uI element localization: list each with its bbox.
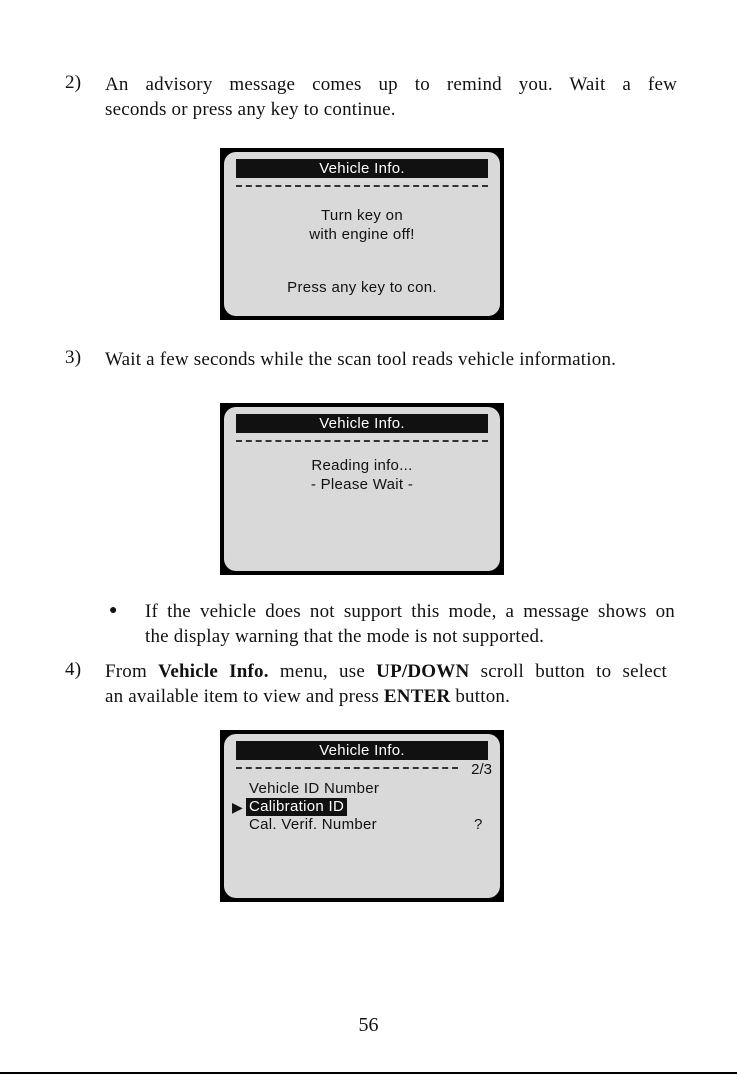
text-run: button. (450, 686, 511, 707)
unsupported-indicator: ? (474, 816, 483, 833)
step-text-line: Wait a few seconds while the scan tool reads vehicle information. (105, 349, 617, 370)
step-number: 4) (65, 659, 82, 680)
lcd-display (224, 734, 500, 898)
menu-item-cal-verif-number[interactable]: Cal. Verif. Number (249, 816, 377, 833)
text-run: scroll button to select (469, 661, 667, 682)
scan-tool-screen (220, 730, 504, 902)
status-line: - Please Wait - (310, 476, 414, 493)
lcd-display (224, 407, 500, 571)
button-name: UP/DOWN (376, 661, 470, 682)
step-text-line (105, 659, 667, 684)
message-line: with engine off! (309, 226, 415, 243)
page-indicator: 2/3 (471, 761, 492, 778)
message-line: Turn key on (321, 207, 403, 224)
text-run: an available item to view and press (105, 686, 384, 707)
bullet-icon: ● (109, 603, 118, 618)
menu-item-vehicle-id-number[interactable]: Vehicle ID Number (249, 780, 380, 797)
step-text-line: seconds or press any key to continue. (105, 99, 396, 120)
menu-name: Vehicle Info. (158, 661, 269, 682)
step-number: 3) (65, 347, 82, 368)
status-line: Reading info... (311, 457, 413, 474)
screen-title: Vehicle Info. (236, 414, 488, 433)
menu-item-calibration-id[interactable]: Calibration ID (246, 798, 347, 816)
dashed-divider (236, 767, 458, 769)
button-name: ENTER (383, 686, 451, 707)
step-text-line (105, 684, 677, 709)
bullet-text-line: If the vehicle does not support this mode, a message shows on (145, 601, 675, 622)
screen-title: Vehicle Info. (236, 741, 488, 760)
lcd-display (224, 152, 500, 316)
dashed-divider (236, 440, 488, 442)
text-run: From (105, 661, 159, 682)
text-run: menu, use (268, 661, 377, 682)
step-number: 2) (65, 72, 82, 93)
page-number: 56 (358, 1014, 379, 1036)
bullet-text-line: the display warning that the mode is not supported. (145, 626, 545, 647)
prompt-text: Press any key to con. (287, 279, 437, 296)
scan-tool-screen (220, 403, 504, 575)
screen-title: Vehicle Info. (236, 159, 488, 178)
dashed-divider (236, 185, 488, 187)
step-text-line: An advisory message comes up to remind you. Wait a few (105, 74, 677, 95)
scan-tool-screen (220, 148, 504, 320)
bottom-rule (0, 1072, 737, 1074)
selector-arrow-icon: ▶ (232, 799, 243, 815)
